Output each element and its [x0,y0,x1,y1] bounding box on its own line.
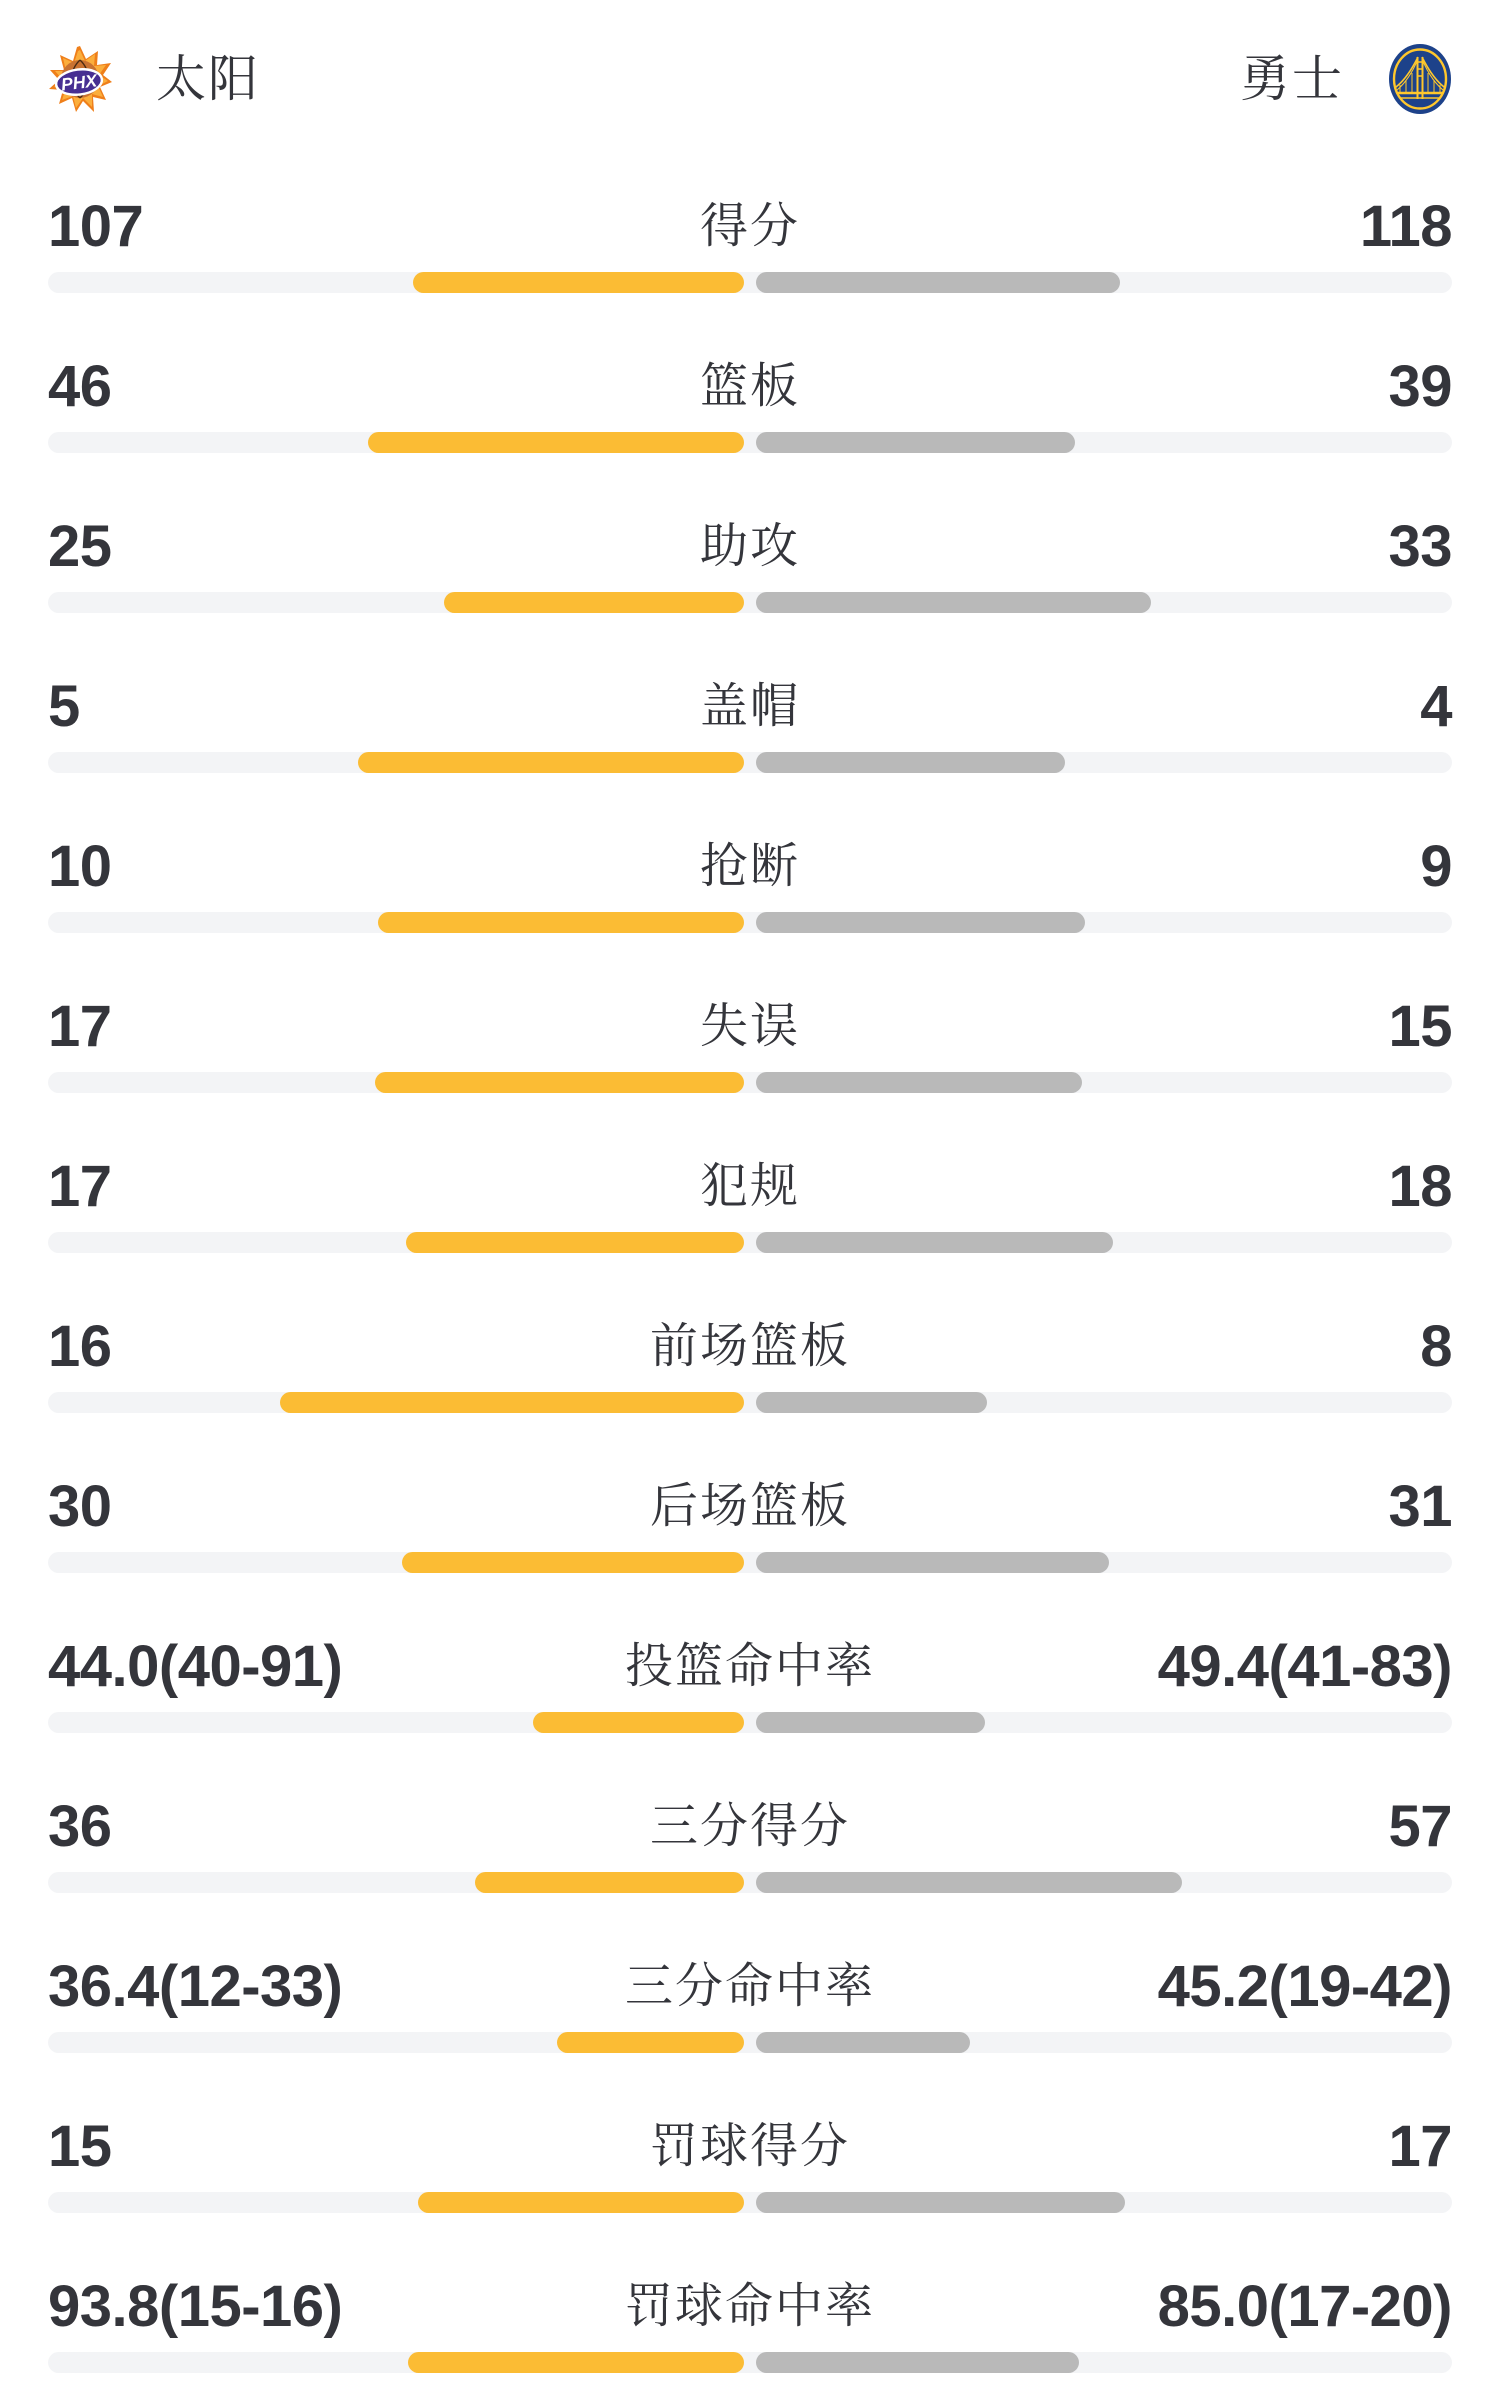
away-stat-value: 8 [1420,1314,1452,1379]
away-stat-bar [756,1392,987,1413]
home-stat-bar [533,1712,744,1733]
stat-bar-track [48,592,1452,613]
stat-line [48,2276,1452,2338]
stat-row [0,1440,1500,1600]
home-stat-value: 16 [48,1314,112,1379]
home-stat-value: 36 [48,1794,112,1859]
away-stat-value: 45.2(19-42) [1157,1954,1452,2019]
stat-row [0,480,1500,640]
stat-bar-track [48,272,1452,293]
home-stat-value: 30 [48,1474,112,1539]
away-stat-bar [756,2352,1079,2373]
svg-text:PHX: PHX [59,70,99,95]
stat-row [0,640,1500,800]
home-stat-value: 17 [48,1154,112,1219]
stat-label: 后场篮板 [649,1480,851,1533]
home-stat-bar [413,272,744,293]
golden-state-warriors-logo-icon [1388,43,1452,115]
away-stat-value: 15 [1388,994,1452,1059]
away-stat-bar [756,2192,1125,2213]
home-team-header[interactable] [48,40,260,118]
away-stat-value: 17 [1388,2114,1452,2179]
home-stat-value: 5 [48,674,80,739]
stat-label: 失误 [699,1000,801,1053]
home-stat-value: 36.4(12-33) [48,1954,343,2019]
stat-bar-track [48,1872,1452,1893]
away-stat-value: 39 [1388,354,1452,419]
away-stat-bar [756,272,1120,293]
home-stat-bar [368,432,744,453]
away-stat-value: 33 [1388,514,1452,579]
stat-line [48,196,1452,258]
stat-bar-track [48,1712,1452,1733]
away-stat-bar [756,1232,1113,1253]
stat-row [0,2240,1500,2400]
stat-label: 盖帽 [699,680,801,733]
stat-row [0,1280,1500,1440]
home-team-name: 太阳 [156,51,260,107]
stat-row [0,160,1500,320]
stat-line [48,996,1452,1058]
stat-line [48,676,1452,738]
home-stat-value: 46 [48,354,112,419]
match-stats-header [0,0,1500,160]
away-stat-bar [756,912,1085,933]
home-stat-bar [406,1232,744,1253]
home-stat-bar [375,1072,744,1093]
away-stat-value: 57 [1388,1794,1452,1859]
away-stat-bar [756,1712,985,1733]
stat-row [0,1600,1500,1760]
phoenix-suns-logo-icon [48,45,112,113]
stat-bar-track [48,1072,1452,1093]
stat-bar-track [48,912,1452,933]
home-stat-value: 44.0(40-91) [48,1634,343,1699]
away-stat-value: 49.4(41-83) [1157,1634,1452,1699]
stat-line [48,1156,1452,1218]
stat-bar-track [48,2032,1452,2053]
stat-bar-track [48,2352,1452,2373]
home-stat-value: 107 [48,194,144,259]
stat-label: 助攻 [699,520,801,573]
stats-list [0,160,1500,2400]
away-stat-value: 4 [1420,674,1452,739]
away-stat-bar [756,1552,1109,1573]
stat-row [0,800,1500,960]
home-stat-value: 93.8(15-16) [48,2274,343,2339]
stat-row [0,960,1500,1120]
away-stat-bar [756,592,1151,613]
stat-row [0,1920,1500,2080]
home-stat-bar [418,2192,744,2213]
stat-label: 三分得分 [649,1800,851,1853]
stat-label: 罚球命中率 [624,2280,876,2333]
home-stat-value: 17 [48,994,112,1059]
stat-line [48,1636,1452,1698]
away-stat-value: 9 [1420,834,1452,899]
home-stat-bar [280,1392,744,1413]
away-stat-bar [756,752,1065,773]
stat-line [48,2116,1452,2178]
away-stat-value: 85.0(17-20) [1157,2274,1452,2339]
away-stat-value: 18 [1388,1154,1452,1219]
stat-line [48,1956,1452,2018]
stat-line [48,356,1452,418]
stat-bar-track [48,1552,1452,1573]
stat-label: 抢断 [699,840,801,893]
stat-label: 三分命中率 [624,1960,876,2013]
stat-line [48,1796,1452,1858]
home-stat-value: 10 [48,834,112,899]
stat-line [48,1476,1452,1538]
stat-label: 前场篮板 [649,1320,851,1373]
home-stat-bar [358,752,744,773]
stat-label: 罚球得分 [649,2120,851,2173]
stat-bar-track [48,1392,1452,1413]
away-stat-value: 31 [1388,1474,1452,1539]
home-stat-bar [444,592,744,613]
home-stat-bar [475,1872,744,1893]
stat-bar-track [48,1232,1452,1253]
stat-bar-track [48,752,1452,773]
home-stat-bar [378,912,744,933]
stat-line [48,836,1452,898]
stat-line [48,516,1452,578]
home-stat-value: 15 [48,2114,112,2179]
away-team-name: 勇士 [1240,51,1344,107]
away-team-header[interactable] [1240,40,1452,118]
home-stat-bar [402,1552,744,1573]
stat-row [0,2080,1500,2240]
home-stat-value: 25 [48,514,112,579]
home-stat-bar [557,2032,744,2053]
stat-row [0,1120,1500,1280]
stat-row [0,1760,1500,1920]
away-stat-bar [756,2032,970,2053]
stat-bar-track [48,2192,1452,2213]
home-stat-bar [408,2352,744,2373]
stat-label: 得分 [699,200,801,253]
stat-label: 投篮命中率 [624,1640,876,1693]
stat-line [48,1316,1452,1378]
stat-label: 篮板 [699,360,801,413]
away-stat-value: 118 [1359,194,1452,259]
stat-bar-track [48,432,1452,453]
stat-row [0,320,1500,480]
away-stat-bar [756,432,1075,453]
away-stat-bar [756,1072,1082,1093]
away-stat-bar [756,1872,1182,1893]
stat-label: 犯规 [699,1160,801,1213]
